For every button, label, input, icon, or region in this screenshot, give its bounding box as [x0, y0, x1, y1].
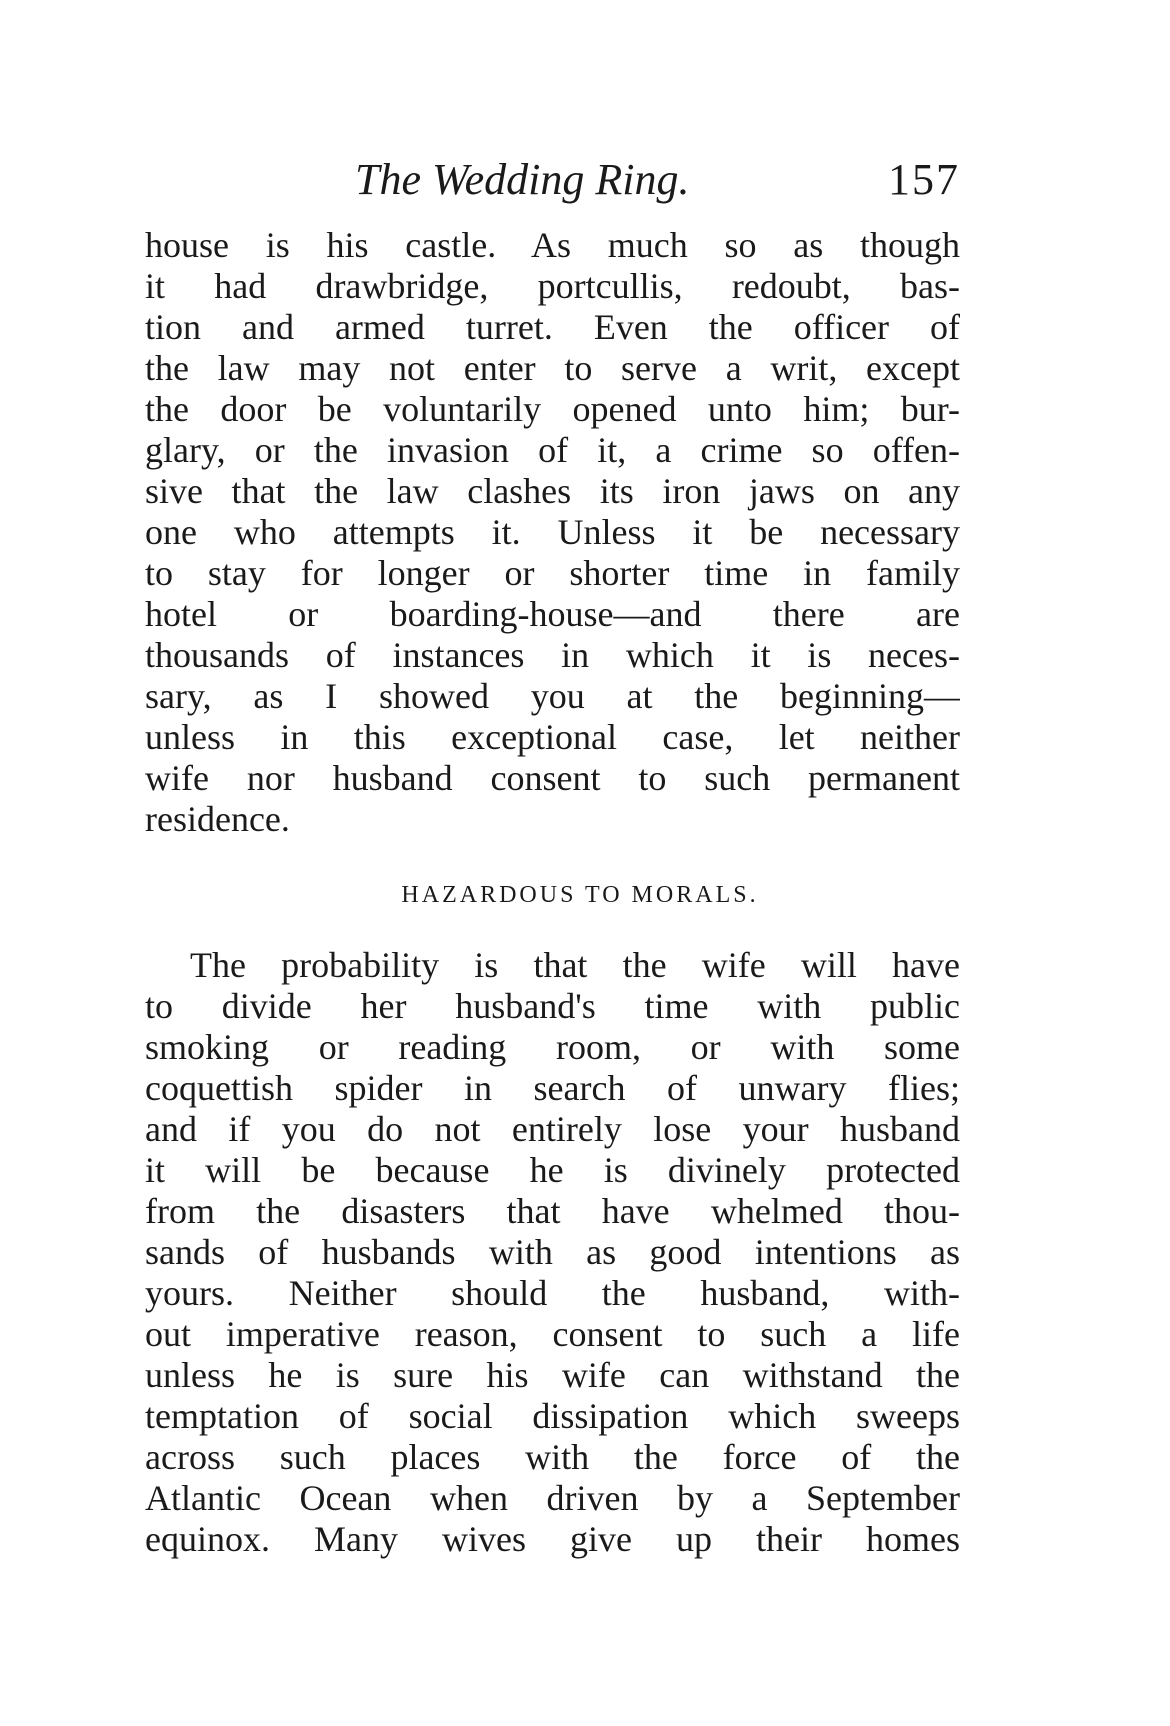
- text-line: the door be voluntarily opened unto him; bur-: [145, 389, 960, 429]
- text-line: equinox. Many wives give up their homes: [145, 1519, 960, 1559]
- text-line: house is his castle. As much so as though: [145, 225, 960, 265]
- text-line: The probability is that the wife will have: [190, 945, 960, 985]
- text-line: from the disasters that have whelmed thou-: [145, 1191, 960, 1231]
- section-heading: HAZARDOUS TO MORALS.: [401, 882, 759, 908]
- text-line: tion and armed turret. Even the officer of: [145, 307, 960, 347]
- text-line: the law may not enter to serve a writ, except: [145, 348, 960, 388]
- text-line: and if you do not entirely lose your husband: [145, 1109, 960, 1149]
- text-line: hotel or boarding-house—and there are: [145, 594, 960, 634]
- text-line: glary, or the invasion of it, a crime so offen-: [145, 430, 960, 470]
- text-line: it had drawbridge, portcullis, redoubt, bas-: [145, 266, 960, 306]
- text-line: unless he is sure his wife can withstand the: [145, 1355, 960, 1395]
- text-line: thousands of instances in which it is neces-: [145, 635, 960, 675]
- running-title: The Wedding Ring.: [355, 155, 690, 204]
- text-line: sary, as I showed you at the beginning—: [145, 676, 960, 716]
- text-line: out imperative reason, consent to such a life: [145, 1314, 960, 1354]
- text-line: unless in this exceptional case, let neither: [145, 717, 960, 757]
- paragraph-continued: [145, 225, 960, 840]
- text-line: sands of husbands with as good intentions as: [145, 1232, 960, 1272]
- text-line: it will be because he is divinely protected: [145, 1150, 960, 1190]
- text-line: across such places with the force of the: [145, 1437, 960, 1477]
- running-head: [145, 150, 960, 210]
- text-line: wife nor husband consent to such permanent: [145, 758, 960, 798]
- text-line: temptation of social dissipation which sweeps: [145, 1396, 960, 1436]
- text-line: one who attempts it. Unless it be necessary: [145, 512, 960, 552]
- paragraph: [145, 945, 960, 1560]
- text-line: to divide her husband's time with public: [145, 986, 960, 1026]
- text-line: to stay for longer or shorter time in family: [145, 553, 960, 593]
- text-line: coquettish spider in search of unwary flies;: [145, 1068, 960, 1108]
- page-number: 157: [888, 155, 960, 204]
- text-line: sive that the law clashes its iron jaws on any: [145, 471, 960, 511]
- text-line: residence.: [145, 799, 290, 839]
- text-line: yours. Neither should the husband, with-: [145, 1273, 960, 1313]
- text-line: Atlantic Ocean when driven by a September: [145, 1478, 960, 1518]
- text-line: smoking or reading room, or with some: [145, 1027, 960, 1067]
